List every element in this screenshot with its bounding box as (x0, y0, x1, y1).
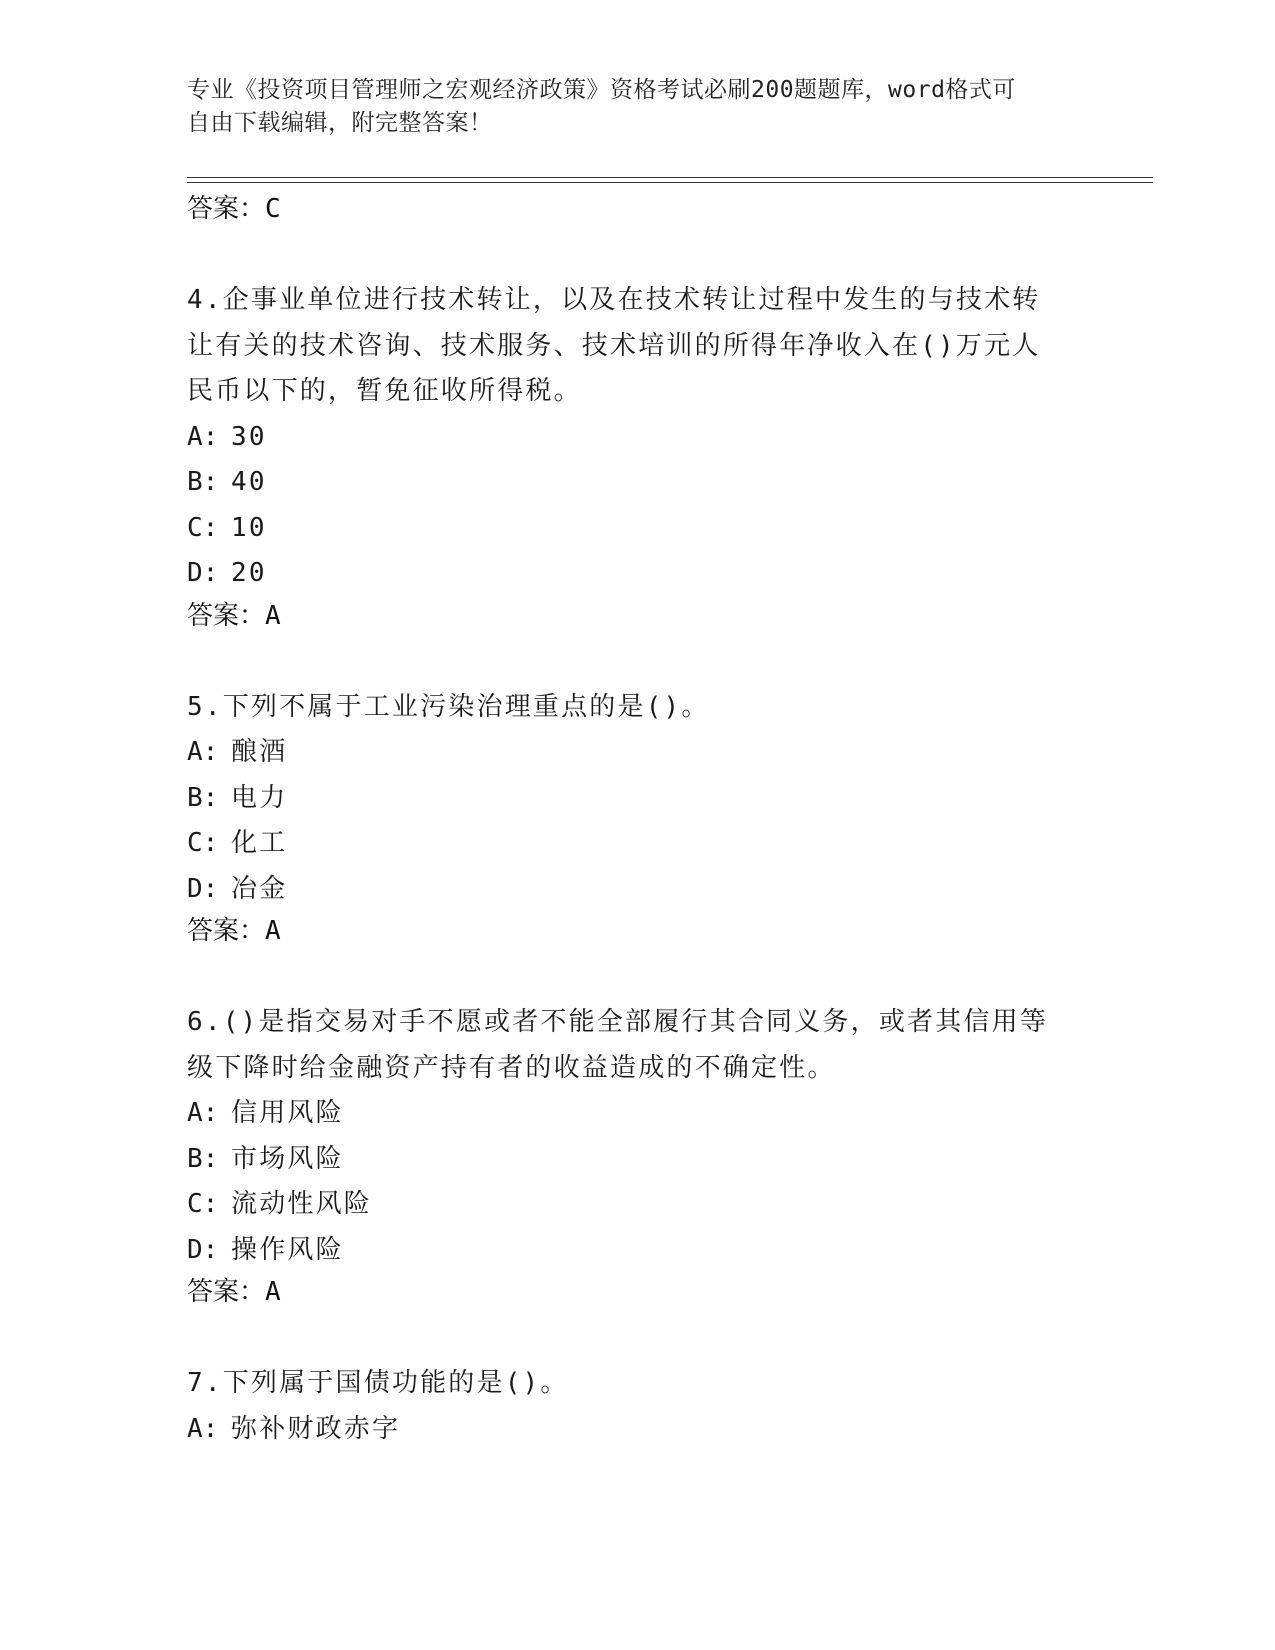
question-7 (187, 1361, 1067, 1452)
question-answer (187, 597, 1067, 643)
question-5 (187, 685, 1067, 959)
answer-label: 答案： (187, 194, 266, 224)
option-letter: C: (187, 512, 219, 543)
answer-label: 答案： (187, 1277, 266, 1307)
header-line-2: 自由下载编辑，附完整答案！ (187, 110, 493, 136)
option-letter: A: (187, 421, 219, 452)
option-text: 信用风险 (231, 1098, 344, 1128)
question-line: 4.企事业单位进行技术转让，以及在技术转让过程中发生的与技术转 (187, 285, 1041, 315)
option-text: 20 (231, 558, 267, 588)
option-text: 流动性风险 (231, 1189, 373, 1219)
header-divider-thin (187, 182, 1153, 183)
option-letter: C: (187, 1189, 219, 1219)
option-letter: B: (187, 467, 219, 497)
option-text: 电力 (231, 782, 288, 813)
answer-label: 答案： (187, 600, 266, 631)
option-letter: D: (187, 1234, 219, 1265)
answer-value: C (265, 194, 281, 224)
option-b (187, 776, 1067, 822)
option-text: 操作风险 (231, 1234, 344, 1265)
option-a (187, 1407, 1067, 1453)
page-header (187, 74, 1067, 140)
option-letter: D: (187, 558, 219, 588)
answer-value: A (265, 916, 281, 946)
question-line: 5.下列不属于工业污染治理重点的是()。 (187, 691, 710, 722)
option-text: 化工 (231, 828, 288, 858)
question-line: 民币以下的，暂免征收所得税。 (187, 376, 582, 406)
option-text: 30 (231, 421, 267, 452)
question-text (187, 685, 1067, 731)
option-d (187, 867, 1067, 913)
option-b (187, 460, 1067, 506)
question-line: 7.下列属于国债功能的是()。 (187, 1368, 569, 1398)
option-letter: B: (187, 782, 219, 813)
option-letter: A: (187, 737, 219, 767)
option-a (187, 730, 1067, 776)
question-line: 6.()是指交易对手不愿或者不能全部履行其合同义务，或者其信用等 (187, 1007, 1049, 1037)
option-c (187, 821, 1067, 867)
option-text: 市场风险 (231, 1143, 344, 1174)
question-answer (187, 1273, 1067, 1319)
option-letter: A: (187, 1413, 219, 1444)
question-text (187, 1000, 1067, 1091)
header-divider-thick (187, 177, 1153, 178)
previous-answer (187, 190, 1067, 236)
answer-value: A (265, 1277, 281, 1307)
option-letter: A: (187, 1098, 219, 1128)
option-letter: C: (187, 828, 219, 858)
option-b (187, 1137, 1067, 1183)
option-text: 酿酒 (231, 737, 288, 767)
answer-value: A (265, 600, 281, 631)
question-4 (187, 278, 1067, 643)
option-d (187, 1228, 1067, 1274)
answer-label: 答案： (187, 916, 266, 946)
option-c (187, 506, 1067, 552)
option-a (187, 1091, 1067, 1137)
option-text: 40 (231, 467, 267, 497)
question-line: 让有关的技术咨询、技术服务、技术培训的所得年净收入在()万元人 (187, 330, 1041, 361)
question-list (187, 190, 1067, 1452)
header-line-1: 专业《投资项目管理师之宏观经济政策》资格考试必刷200题题库，word格式可 (187, 77, 1016, 103)
option-d (187, 551, 1067, 597)
option-text: 10 (231, 512, 267, 543)
option-text: 弥补财政赤字 (231, 1413, 401, 1444)
option-a (187, 415, 1067, 461)
question-text (187, 278, 1067, 415)
question-6 (187, 1000, 1067, 1319)
question-line: 级下降时给金融资产持有者的收益造成的不确定性。 (187, 1052, 836, 1083)
question-text (187, 1361, 1067, 1407)
option-letter: B: (187, 1143, 219, 1174)
option-letter: D: (187, 873, 219, 904)
option-text: 冶金 (231, 873, 288, 904)
question-answer (187, 912, 1067, 958)
option-c (187, 1182, 1067, 1228)
